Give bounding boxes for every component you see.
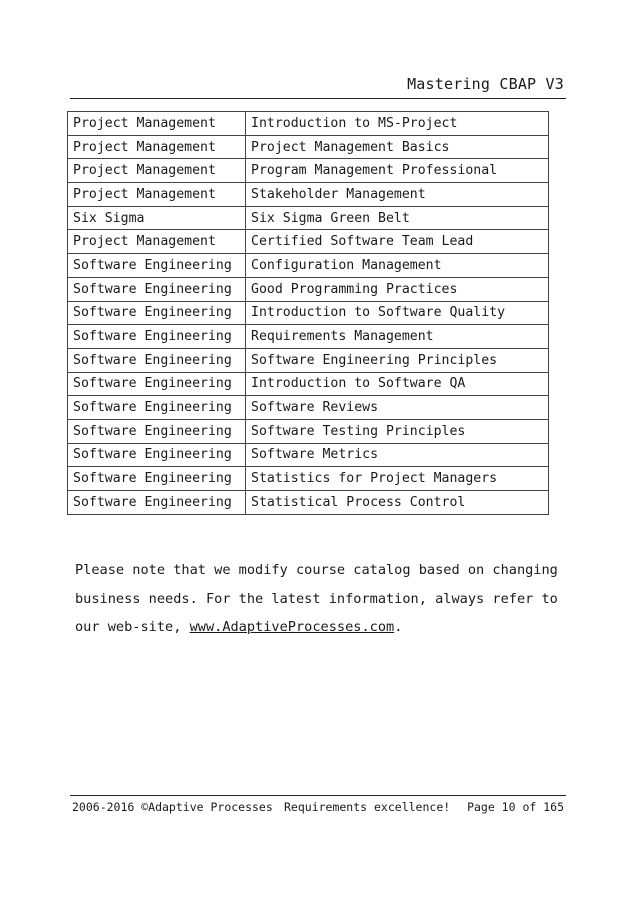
- website-link[interactable]: www.AdaptiveProcesses.com: [189, 619, 395, 635]
- category-cell: Project Management: [68, 230, 246, 254]
- footer-copyright: 2006-2016 ©Adaptive Processes: [72, 800, 273, 814]
- page-header: [70, 72, 566, 99]
- table-row: [68, 325, 549, 349]
- page-footer: [70, 795, 566, 818]
- category-cell: Project Management: [68, 159, 246, 183]
- course-cell: Configuration Management: [246, 254, 549, 278]
- course-cell: Statistics for Project Managers: [246, 467, 549, 491]
- course-cell: Six Sigma Green Belt: [246, 206, 549, 230]
- note-text: Please note that we modify course catalog based on changing business needs. For the latest information, always refer to our web-site,: [75, 562, 558, 635]
- category-cell: Project Management: [68, 135, 246, 159]
- note-end: .: [394, 619, 403, 635]
- course-cell: Statistical Process Control: [246, 491, 549, 515]
- header-title: Mastering CBAP V3: [407, 75, 564, 93]
- course-cell: Software Reviews: [246, 396, 549, 420]
- table-row: [68, 419, 549, 443]
- course-catalog-table: [67, 111, 549, 515]
- course-cell: Software Metrics: [246, 443, 549, 467]
- category-cell: Six Sigma: [68, 206, 246, 230]
- category-cell: Software Engineering: [68, 301, 246, 325]
- category-cell: Project Management: [68, 183, 246, 207]
- table-row: [68, 301, 549, 325]
- course-cell: Requirements Management: [246, 325, 549, 349]
- table-row: [68, 206, 549, 230]
- table-row: [68, 443, 549, 467]
- category-cell: Software Engineering: [68, 467, 246, 491]
- course-catalog-body: [68, 112, 549, 515]
- table-row: [68, 135, 549, 159]
- category-cell: Project Management: [68, 112, 246, 136]
- footer-tagline: Requirements excellence!: [284, 800, 451, 814]
- table-row: [68, 396, 549, 420]
- category-cell: Software Engineering: [68, 491, 246, 515]
- category-cell: Software Engineering: [68, 254, 246, 278]
- table-row: [68, 348, 549, 372]
- table-row: [68, 230, 549, 254]
- table-row: [68, 372, 549, 396]
- footer-page-number: Page 10 of 165: [467, 800, 564, 814]
- table-row: [68, 467, 549, 491]
- course-cell: Software Testing Principles: [246, 419, 549, 443]
- table-row: [68, 491, 549, 515]
- category-cell: Software Engineering: [68, 348, 246, 372]
- course-cell: Software Engineering Principles: [246, 348, 549, 372]
- course-cell: Stakeholder Management: [246, 183, 549, 207]
- catalog-note: [75, 556, 565, 642]
- category-cell: Software Engineering: [68, 396, 246, 420]
- category-cell: Software Engineering: [68, 372, 246, 396]
- course-cell: Program Management Professional: [246, 159, 549, 183]
- table-row: [68, 277, 549, 301]
- table-row: [68, 183, 549, 207]
- course-cell: Certified Software Team Lead: [246, 230, 549, 254]
- category-cell: Software Engineering: [68, 419, 246, 443]
- category-cell: Software Engineering: [68, 443, 246, 467]
- course-cell: Project Management Basics: [246, 135, 549, 159]
- table-row: [68, 112, 549, 136]
- table-row: [68, 254, 549, 278]
- category-cell: Software Engineering: [68, 325, 246, 349]
- category-cell: Software Engineering: [68, 277, 246, 301]
- course-cell: Introduction to Software Quality: [246, 301, 549, 325]
- table-row: [68, 159, 549, 183]
- course-cell: Good Programming Practices: [246, 277, 549, 301]
- course-cell: Introduction to Software QA: [246, 372, 549, 396]
- course-cell: Introduction to MS-Project: [246, 112, 549, 136]
